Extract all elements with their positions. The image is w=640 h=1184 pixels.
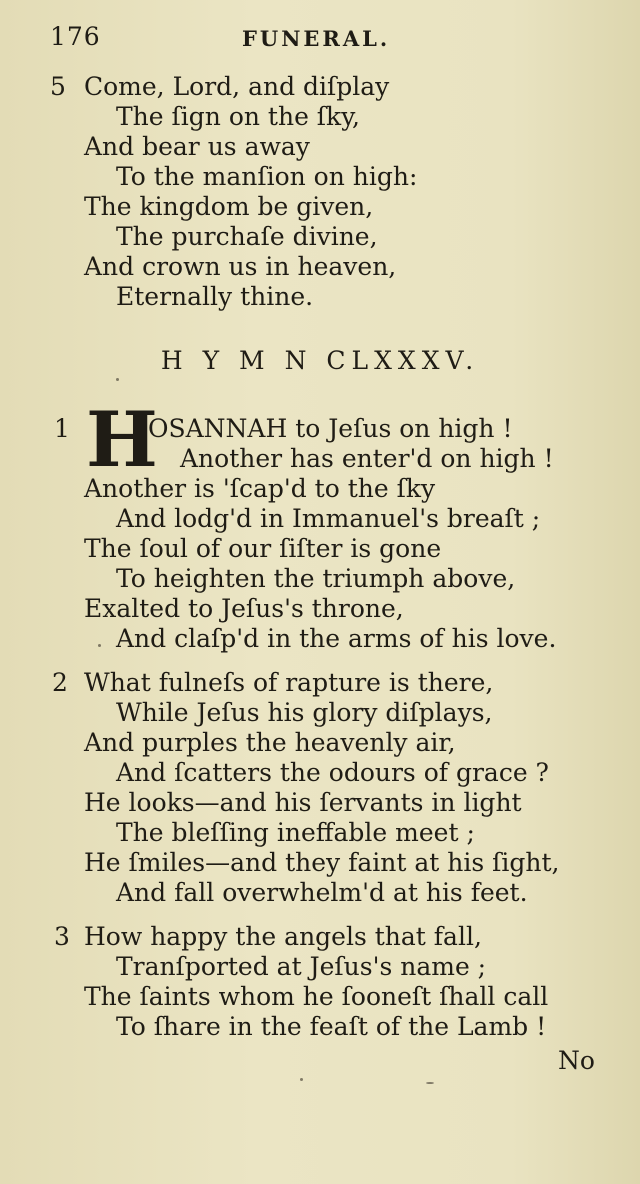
verse-line: To the manſion on high: bbox=[116, 162, 418, 191]
verse-line: To ſhare in the feaſt of the Lamb ! bbox=[116, 1012, 547, 1041]
verse-line: And claſp'd in the arms of his love. bbox=[116, 624, 557, 653]
verse-line: OSANNAH to Jeſus on high ! bbox=[148, 414, 513, 443]
ink-speck bbox=[426, 1082, 434, 1084]
verse-line: Eternally thine. bbox=[116, 282, 314, 311]
ink-speck bbox=[98, 644, 101, 647]
running-title: FUNERAL. bbox=[242, 26, 391, 51]
verse-line: He ſmiles—and they faint at his ſight, bbox=[84, 848, 560, 877]
verse-line: While Jeſus his glory diſplays, bbox=[116, 698, 493, 727]
verse-line: And crown us in heaven, bbox=[84, 252, 397, 281]
verse-line: The kingdom be given, bbox=[84, 192, 374, 221]
verse-line: What fulneſs of rapture is there, bbox=[84, 668, 494, 697]
verse-line: Another is 'ſcap'd to the ſky bbox=[84, 474, 436, 503]
verse-line: The bleſſing ineffable meet ; bbox=[116, 818, 475, 847]
stanza-number: 2 bbox=[52, 668, 68, 697]
stanza-number: 3 bbox=[54, 922, 70, 951]
verse-line: The ſoul of our ſiſter is gone bbox=[84, 534, 442, 563]
hymn-title: H Y M N CLXXXV. bbox=[160, 346, 480, 375]
verse-line: The ſign on the ſky, bbox=[116, 102, 360, 131]
verse-line: How happy the angels that fall, bbox=[84, 922, 482, 951]
verse-line: Exalted to Jeſus's throne, bbox=[84, 594, 404, 623]
drop-cap: H bbox=[86, 395, 158, 484]
verse-line: Tranſported at Jeſus's name ; bbox=[116, 952, 487, 981]
verse-line: And fall overwhelm'd at his feet. bbox=[116, 878, 528, 907]
verse-line: To heighten the triumph above, bbox=[116, 564, 516, 593]
verse-line: Another has enter'd on high ! bbox=[180, 444, 554, 473]
verse-line: And ſcatters the odours of grace ? bbox=[116, 758, 549, 787]
verse-line: And bear us away bbox=[84, 132, 310, 161]
stanza-number: 1 bbox=[54, 414, 70, 443]
catchword: No bbox=[558, 1046, 595, 1075]
verse-line: Come, Lord, and diſplay bbox=[84, 72, 390, 101]
stanza-number: 5 bbox=[50, 72, 66, 101]
verse-line: And purples the heavenly air, bbox=[84, 728, 456, 757]
verse-line: And lodg'd in Immanuel's breaſt ; bbox=[116, 504, 541, 533]
verse-line: The purchaſe divine, bbox=[116, 222, 378, 251]
verse-line: The ſaints whom he ſooneſt ſhall call bbox=[84, 982, 549, 1011]
page-number: 176 bbox=[50, 22, 101, 51]
page-header bbox=[0, 22, 640, 58]
ink-speck bbox=[116, 378, 119, 381]
ink-speck bbox=[300, 1078, 303, 1081]
verse-line: He looks—and his ſervants in light bbox=[84, 788, 522, 817]
